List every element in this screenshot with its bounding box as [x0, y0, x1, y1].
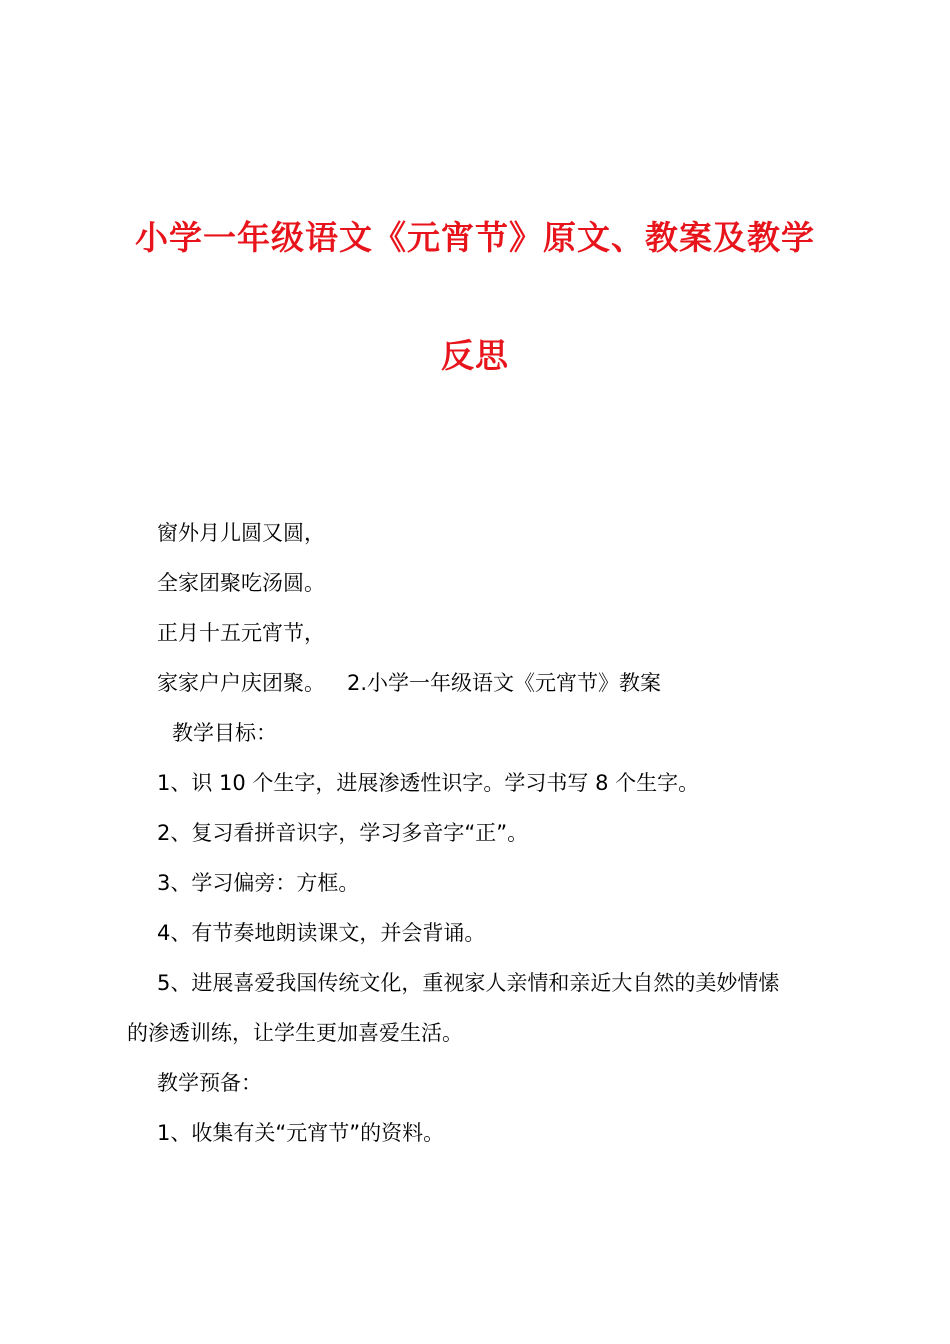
- prep-item: 1、收集有关“元宵节”的资料。: [157, 1121, 445, 1145]
- goal-item: 1、识 10 个生字，进展渗透性识字。学习书写 8 个生字。: [157, 771, 700, 795]
- poem-line: 家家户户庆团聚。: [157, 671, 325, 695]
- goal-item: 4、有节奏地朗读课文，并会背诵。: [157, 921, 486, 945]
- goal-item: 2、复习看拼音识字，学习多音字“正”。: [157, 821, 529, 845]
- document-title-line-1: 小学一年级语文《元宵节》原文、教案及教学: [135, 218, 815, 257]
- prep-heading: 教学预备：: [157, 1071, 262, 1095]
- goal-item: 5、进展喜爱我国传统文化，重视家人亲情和亲近大自然的美妙情愫: [157, 971, 780, 995]
- poem-line: 窗外月儿圆又圆，: [157, 521, 325, 545]
- goals-heading: 教学目标：: [172, 721, 277, 745]
- goal-item: 3、学习偏旁：方框。: [157, 871, 360, 895]
- poem-line-with-heading: [157, 668, 661, 698]
- document-title-line-2: 反思: [441, 336, 509, 375]
- poem-line: 全家团聚吃汤圆。: [157, 571, 325, 595]
- goal-item-continuation: 的渗透训练，让学生更加喜爱生活。: [127, 1021, 463, 1045]
- poem-line: 正月十五元宵节，: [157, 621, 325, 645]
- section-heading: 2.小学一年级语文《元宵节》教案: [347, 671, 662, 695]
